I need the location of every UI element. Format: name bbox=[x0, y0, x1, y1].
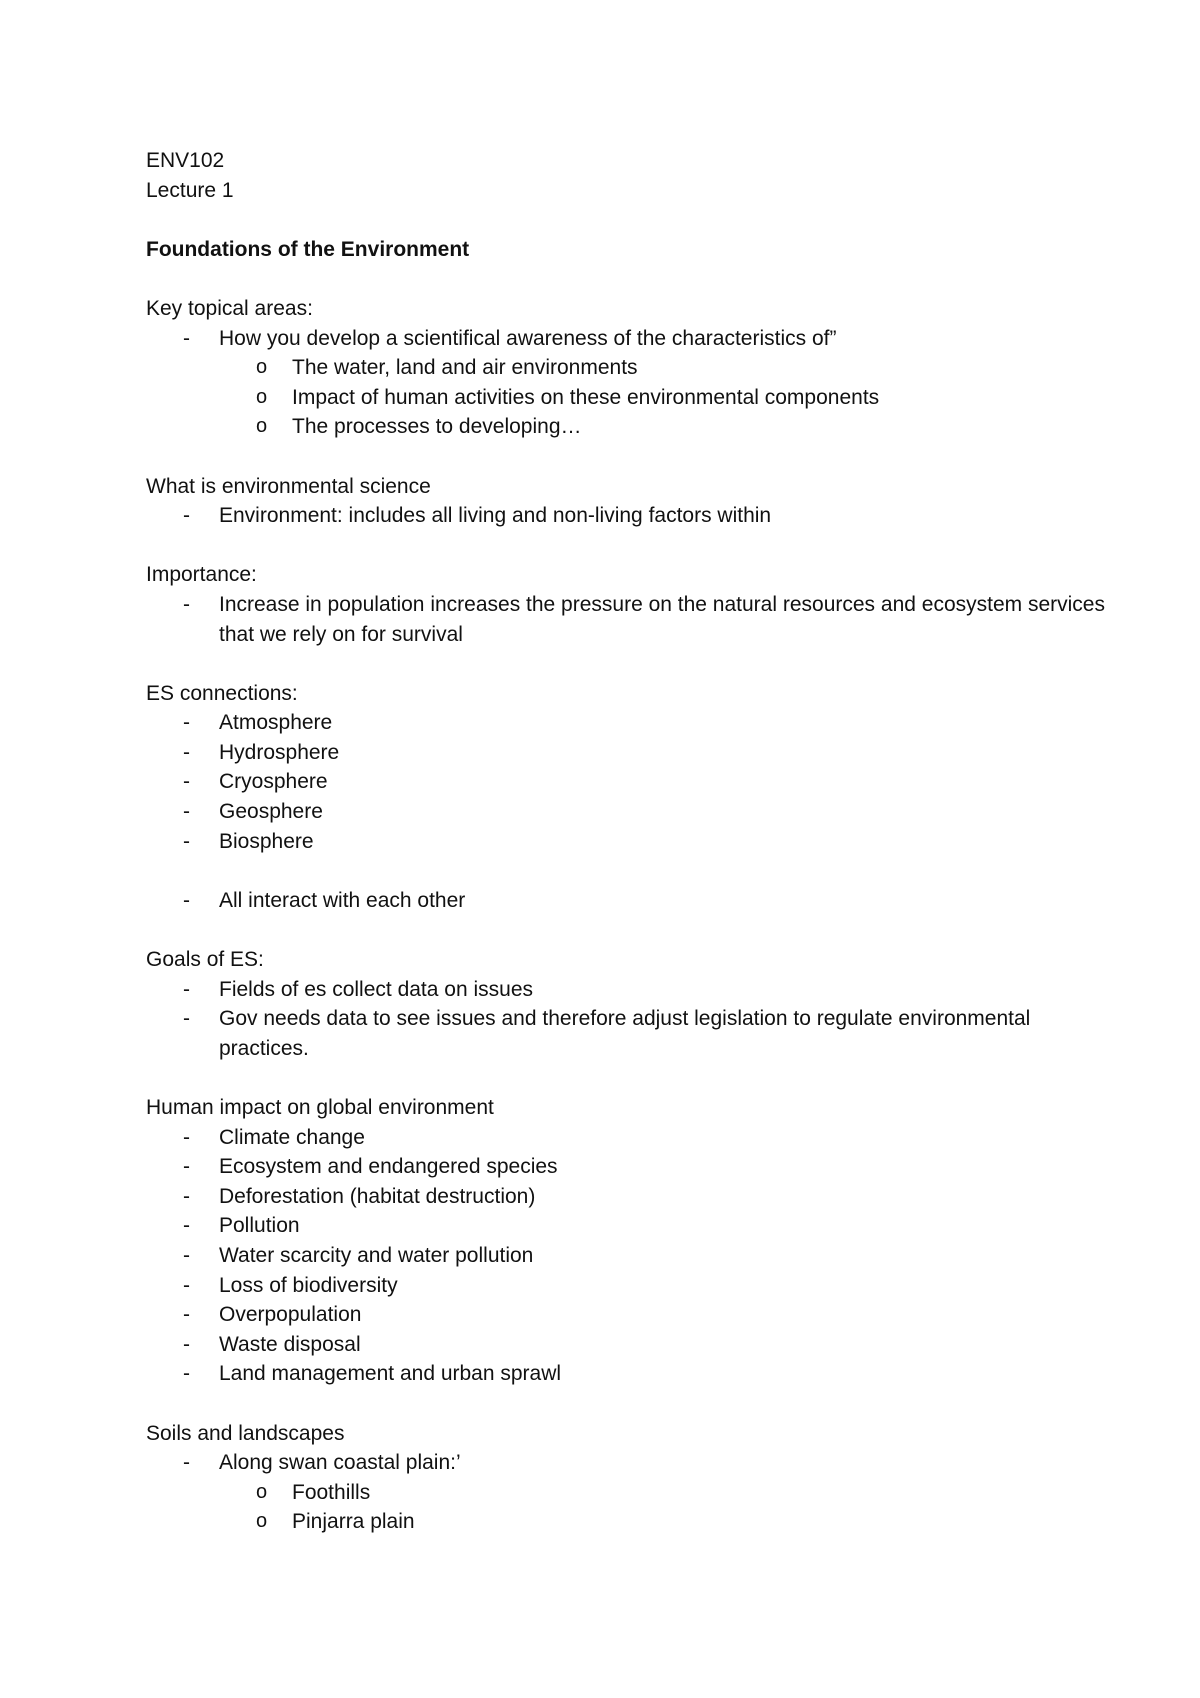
circle-bullet-marker: o bbox=[256, 415, 268, 438]
blank-line bbox=[146, 531, 1106, 561]
circle-bullet-marker: o bbox=[256, 1510, 268, 1533]
bullet-item bbox=[146, 738, 1106, 768]
bullet-item bbox=[146, 886, 1106, 916]
sections-container bbox=[146, 294, 1111, 1537]
bullet-item bbox=[146, 1271, 1106, 1301]
section bbox=[146, 294, 1106, 442]
bullet-text: Gov needs data to see issues and therefore adjust legislation to regulate environmental practices. bbox=[219, 1007, 1037, 1060]
dash-bullet-marker: - bbox=[183, 1303, 190, 1327]
bullet-item bbox=[146, 1241, 1106, 1271]
bullet-text: Deforestation (habitat destruction) bbox=[219, 1184, 536, 1208]
bullet-item bbox=[146, 501, 1106, 531]
blank-line bbox=[146, 649, 1106, 679]
circle-bullet-marker: o bbox=[256, 385, 268, 408]
bullet-text: Land management and urban sprawl bbox=[219, 1362, 562, 1386]
bullet-text: Atmosphere bbox=[219, 711, 333, 735]
bullet-item bbox=[146, 1004, 1106, 1063]
bullet-text: Biosphere bbox=[219, 829, 314, 853]
section bbox=[146, 560, 1111, 649]
dash-bullet-marker: - bbox=[183, 1332, 190, 1356]
document-body bbox=[146, 146, 1111, 1537]
section-heading: Importance: bbox=[146, 563, 257, 587]
sub-bullet-text: Foothills bbox=[292, 1480, 371, 1504]
bullet-item bbox=[146, 1152, 1106, 1182]
section-heading: Key topical areas: bbox=[146, 296, 313, 320]
section-heading: ES connections: bbox=[146, 681, 298, 705]
dash-bullet-marker: - bbox=[183, 1362, 190, 1386]
dash-bullet-marker: - bbox=[183, 1155, 190, 1179]
sub-bullet-item bbox=[146, 353, 1106, 383]
bullet-item bbox=[146, 1448, 1106, 1478]
lecture-number: Lecture 1 bbox=[146, 178, 234, 202]
bullet-text: Ecosystem and endangered species bbox=[219, 1155, 558, 1179]
dash-bullet-marker: - bbox=[183, 1243, 190, 1267]
document-title: Foundations of the Environment bbox=[146, 237, 470, 261]
section-heading: What is environmental science bbox=[146, 474, 431, 498]
bullet-item bbox=[146, 975, 1106, 1005]
bullet-item bbox=[146, 1182, 1106, 1212]
circle-bullet-marker: o bbox=[256, 1480, 268, 1503]
sub-bullet-item bbox=[146, 1507, 1106, 1537]
bullet-item bbox=[146, 708, 1106, 738]
section bbox=[146, 1093, 1106, 1389]
sub-bullet-item bbox=[146, 412, 1106, 442]
bullet-text: Loss of biodiversity bbox=[219, 1273, 398, 1297]
dash-bullet-marker: - bbox=[183, 1273, 190, 1297]
dash-bullet-marker: - bbox=[183, 829, 190, 853]
bullet-text: Geosphere bbox=[219, 800, 323, 824]
section bbox=[146, 1419, 1106, 1537]
dash-bullet-marker: - bbox=[183, 1184, 190, 1208]
dash-bullet-marker: - bbox=[183, 1007, 190, 1031]
dash-bullet-marker: - bbox=[183, 740, 190, 764]
bullet-text: Environment: includes all living and non-living factors within bbox=[219, 504, 772, 528]
sub-bullet-item bbox=[146, 383, 1106, 413]
blank-line bbox=[146, 1063, 1106, 1093]
sub-bullet-item bbox=[146, 1478, 1106, 1508]
sub-bullet-text: Impact of human activities on these environmental components bbox=[292, 385, 880, 409]
dash-bullet-marker: - bbox=[183, 592, 190, 616]
section-heading: Soils and landscapes bbox=[146, 1421, 345, 1445]
bullet-item bbox=[146, 827, 1106, 857]
bullet-item bbox=[146, 1123, 1106, 1153]
circle-bullet-marker: o bbox=[256, 356, 268, 379]
sub-bullet-text: Pinjarra plain bbox=[292, 1510, 415, 1534]
dash-bullet-marker: - bbox=[183, 711, 190, 735]
dash-bullet-marker: - bbox=[183, 800, 190, 824]
bullet-text: Climate change bbox=[219, 1125, 365, 1149]
dash-bullet-marker: - bbox=[183, 504, 190, 528]
bullet-item bbox=[146, 1211, 1106, 1241]
bullet-item bbox=[146, 1300, 1106, 1330]
section bbox=[146, 945, 1106, 1063]
sub-bullet-text: The processes to developing… bbox=[292, 415, 582, 439]
bullet-text: Cryosphere bbox=[219, 770, 328, 794]
section-heading: Goals of ES: bbox=[146, 948, 264, 972]
blank-line bbox=[146, 1389, 1106, 1419]
bullet-text: Water scarcity and water pollution bbox=[219, 1243, 534, 1267]
bullet-text: All interact with each other bbox=[219, 888, 466, 912]
dash-bullet-marker: - bbox=[183, 1125, 190, 1149]
dash-bullet-marker: - bbox=[183, 326, 190, 350]
bullet-text: Fields of es collect data on issues bbox=[219, 977, 533, 1001]
blank-line bbox=[146, 856, 1106, 886]
dash-bullet-marker: - bbox=[183, 1451, 190, 1475]
dash-bullet-marker: - bbox=[183, 977, 190, 1001]
bullet-text: Along swan coastal plain:’ bbox=[219, 1451, 461, 1475]
blank-line bbox=[146, 264, 1106, 294]
blank-line bbox=[146, 442, 1106, 472]
dash-bullet-marker: - bbox=[183, 1214, 190, 1238]
dash-bullet-marker: - bbox=[183, 888, 190, 912]
dash-bullet-marker: - bbox=[183, 770, 190, 794]
bullet-item bbox=[146, 767, 1106, 797]
blank-line bbox=[146, 205, 1106, 235]
section-heading: Human impact on global environment bbox=[146, 1096, 494, 1119]
bullet-item bbox=[146, 1330, 1106, 1360]
sub-bullet-text: The water, land and air environments bbox=[292, 356, 638, 380]
bullet-item bbox=[146, 797, 1106, 827]
section bbox=[146, 679, 1106, 916]
bullet-item bbox=[146, 590, 1111, 649]
bullet-text: Overpopulation bbox=[219, 1303, 362, 1327]
course-code: ENV102 bbox=[146, 149, 225, 172]
bullet-text: Waste disposal bbox=[219, 1332, 361, 1356]
bullet-text: Pollution bbox=[219, 1214, 300, 1238]
bullet-item bbox=[146, 1359, 1106, 1389]
bullet-text: How you develop a scientifical awareness of the characteristics of” bbox=[219, 326, 837, 350]
blank-line bbox=[146, 915, 1106, 945]
bullet-text: Hydrosphere bbox=[219, 740, 340, 764]
bullet-item bbox=[146, 324, 1106, 354]
section bbox=[146, 472, 1106, 531]
bullet-text: Increase in population increases the pressure on the natural resources and ecosystem services that we rely on for survival bbox=[219, 592, 1111, 646]
